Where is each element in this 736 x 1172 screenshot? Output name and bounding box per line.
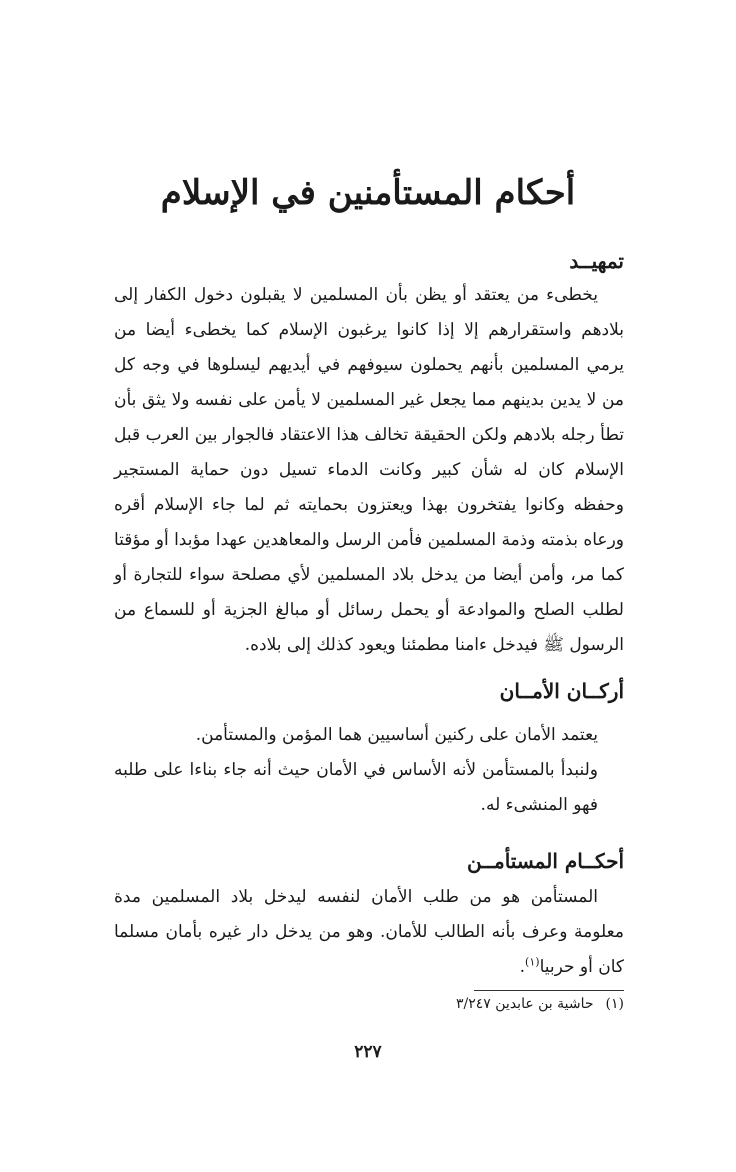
intro-paragraph: يخطىء من يعتقد أو يظن بأن المسلمين لا يقبلون دخول الكفار إلى بلادهم واستقرارهم إلا إذا كانوا يرغبون الإسلام كما يخطىء أيضا من يرمي المسلمين بأنهم يحملون سيوفهم في أيديهم ليسلوها في وجه كل من لا يدين بدينهم مما يجعل غير المسلمين لا يأمن على نفسه ولا يثق بأن تطأ رجله بلادهم ولكن الحقيقة تخالف هذا الاعتقاد فالجوار بين العرب قبل الإسلام كان له شأن كبير وكانت الدماء تسيل دون حماية المستجير وحفظه وكانوا يفتخرون بهذا ويعتزون بحمايته ثم لما جاء الإسلام أقره ورعاه بذمته وذمة المسلمين فأمن الرسل والمعاهدين عهدا مؤبدا أو مؤقتا كما مر، وأمن أيضا من يدخل بلاد المسلمين لأي مصلحة سواء للتجارة أو لطلب الصلح والموادعة أو يحمل رسائل أو مبالغ الجزية أو للسماع من الرسول ﷺ فيدخل ءامنا مطمئنا ويعود كذلك إلى بلاده. [114,285,624,655]
footnote-divider [474,990,624,991]
footnote-reference: (١) [525,955,540,969]
pillars-line-2: ولنبدأ بالمستأمن لأنه الأساس في الأمان حيث أنه جاء بناءا على طلبه فهو المنشىء له. [114,760,598,815]
rulings-paragraph [114,880,624,985]
footnote-text: حاشية بن عابدين ٣/٢٤٧ [456,996,594,1012]
pillars-line-1: يعتمد الأمان على ركنين أساسيين هما المؤمن والمستأمن. [195,725,598,745]
page-title: أحكام المستأمنين في الإسلام [160,173,576,213]
footnote-number: (١) [605,996,624,1012]
rulings-text: المستأمن هو من طلب الأمان لنفسه ليدخل بلاد المسلمين مدة معلومة وعرف بأنه الطالب للأمان. وهو من يدخل دار غيره بأمان مسلما كان أو حربيا [114,887,624,977]
section-heading-rulings: أحكــام المستأمــن [467,849,624,873]
pillars-paragraph [114,718,624,823]
footnote [114,992,624,1016]
rulings-end-mark: . [519,957,526,977]
section-heading-pillars: أركــان الأمــان [499,679,624,703]
page-number: ٢٢٧ [354,1042,382,1062]
section-heading-intro: تمهيــد [569,249,624,273]
